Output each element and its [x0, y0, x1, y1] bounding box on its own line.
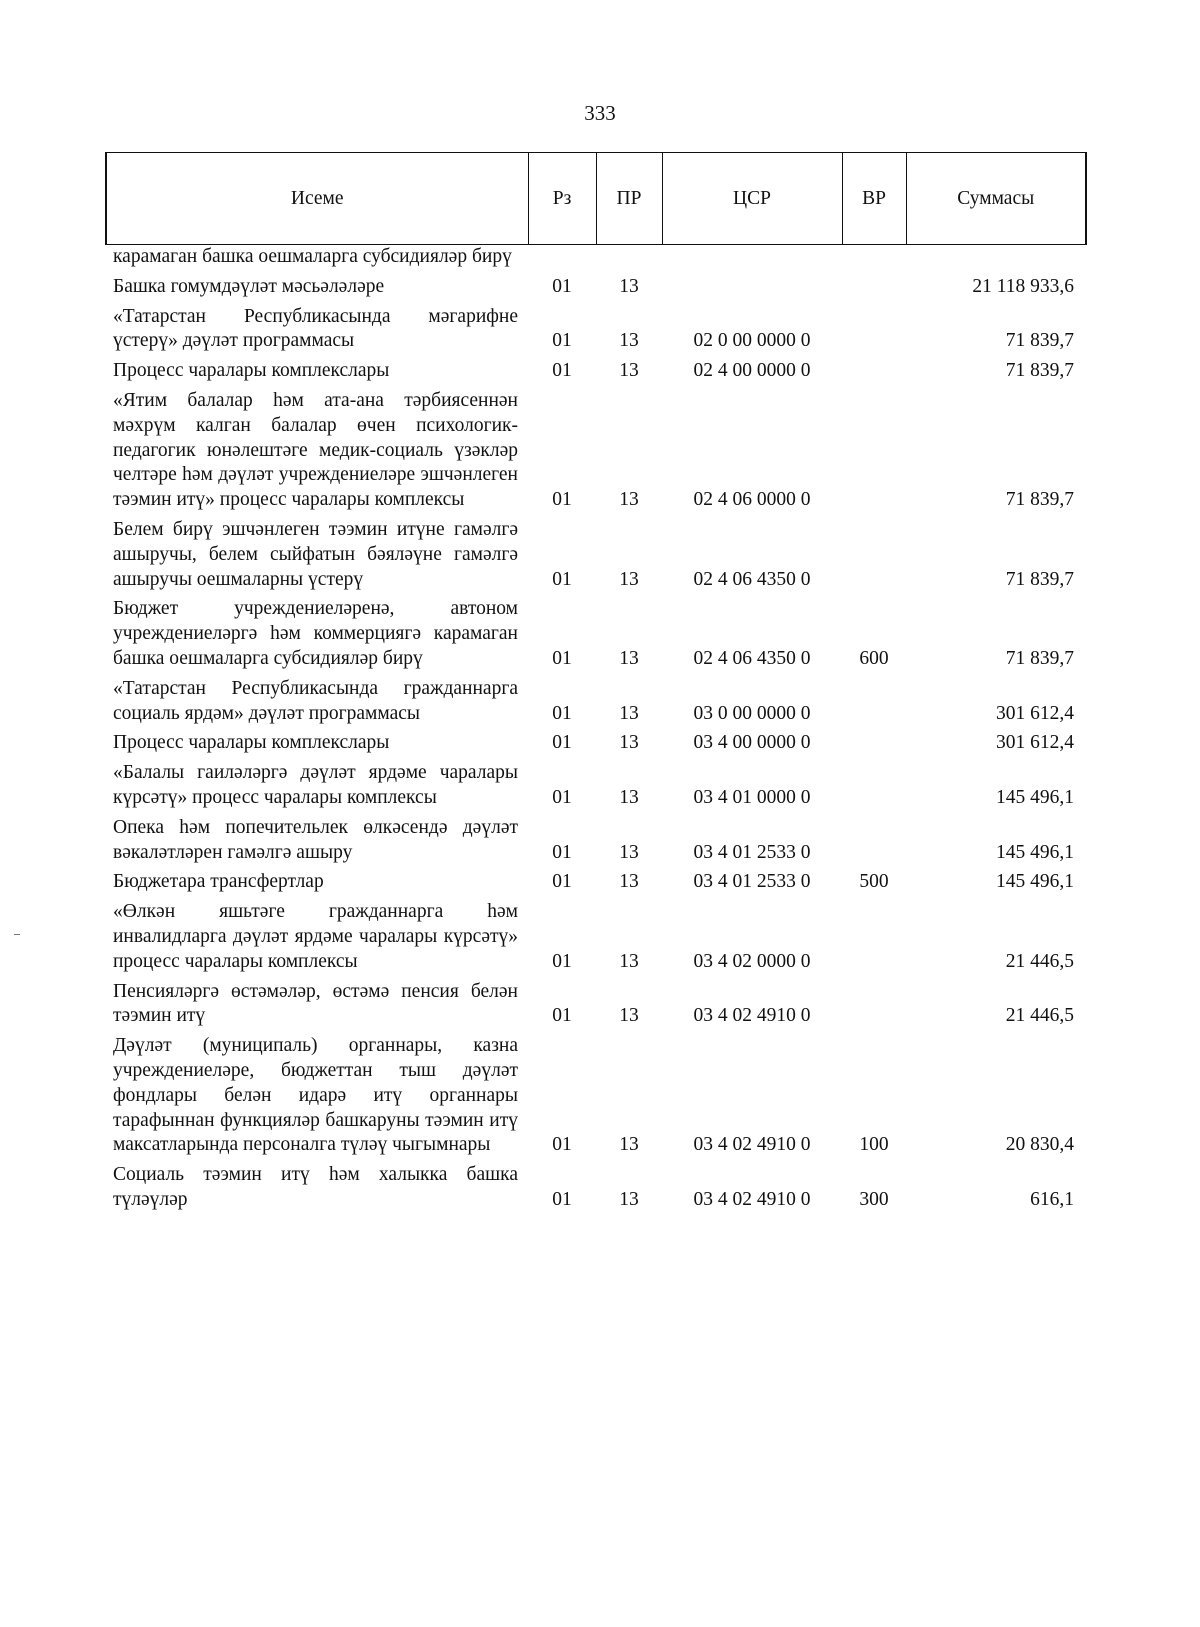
- cell-rz: 01: [552, 702, 572, 724]
- cell-pr: 13: [619, 732, 639, 754]
- cell-vr: [842, 356, 906, 386]
- table-row: [106, 245, 1086, 272]
- cell-pr: 13: [619, 360, 639, 382]
- cell-pr: 13: [619, 647, 639, 669]
- cell-csr: 03 4 01 2533 0: [693, 871, 811, 893]
- table-row: [106, 272, 1086, 302]
- cell-name: Башка гомумдәүләт мәсьәләләре: [113, 275, 385, 297]
- cell-rz: 01: [552, 360, 572, 382]
- table-header: [106, 153, 1086, 245]
- cell-name: Опека һәм попечительлек өлкәсендә дәүләт вәкаләтләрен гамәлгә ашыру: [113, 816, 518, 863]
- cell-name: карамаган башка оешмаларга субсидияләр бирү: [113, 246, 512, 267]
- cell-rz: 01: [552, 1188, 572, 1210]
- cell-sum: 71 839,7: [1005, 568, 1074, 590]
- header-csr: ЦСР: [662, 153, 842, 245]
- header-pr: ПР: [596, 153, 662, 245]
- cell-pr: 13: [619, 702, 639, 724]
- cell-name: Дәүләт (муниципаль) органнары, казна учреждениеләре, бюджеттан тыш дәүләт фондлары белән идарә итү органнары тарафыннан функцияләр башкаруны тәэмин итү максатларында персоналга түләү чыгымнары: [113, 1035, 518, 1156]
- cell-vr: 300: [859, 1188, 889, 1210]
- table-row: [106, 897, 1086, 976]
- table-row: [106, 813, 1086, 868]
- table-row: [106, 302, 1086, 357]
- cell-vr: [842, 897, 906, 976]
- cell-sum: 71 839,7: [1005, 360, 1074, 382]
- cell-pr: 13: [619, 1188, 639, 1210]
- cell-rz: 01: [552, 330, 572, 352]
- cell-sum: 145 496,1: [996, 786, 1074, 808]
- cell-csr: 03 4 02 0000 0: [693, 950, 811, 972]
- cell-sum: 145 496,1: [996, 841, 1074, 863]
- cell-sum: 21 446,5: [1005, 1005, 1074, 1027]
- page-number: 333: [584, 101, 616, 125]
- cell-sum: 21 446,5: [1005, 950, 1074, 972]
- cell-csr: [662, 245, 842, 272]
- header-sum: Суммасы: [906, 153, 1086, 245]
- cell-csr: 03 0 00 0000 0: [693, 702, 811, 724]
- cell-name: Процесс чаралары комплекслары: [113, 732, 390, 754]
- cell-rz: 01: [552, 1005, 572, 1027]
- margin-mark: [14, 934, 20, 935]
- cell-vr: [842, 302, 906, 357]
- header-name: Исеме: [106, 153, 528, 245]
- cell-name: Бюджет учреждениеләренә, автоном учреждениеләргә һәм коммерциягә карамаган башка оешмаларга субсидияләр бирү: [113, 598, 518, 669]
- cell-vr: 600: [859, 647, 889, 669]
- table-row: [106, 728, 1086, 758]
- cell-sum: 71 839,7: [1005, 489, 1074, 511]
- cell-pr: 13: [619, 568, 639, 590]
- cell-csr: 03 4 01 0000 0: [693, 786, 811, 808]
- cell-sum: 616,1: [1030, 1188, 1074, 1210]
- cell-rz: 01: [552, 786, 572, 808]
- cell-vr: [842, 977, 906, 1032]
- table-row: [106, 1031, 1086, 1160]
- cell-name: «Балалы гаиләләргә дәүләт ярдәме чаралары күрсәтү» процесс чаралары комплексы: [113, 762, 518, 808]
- table-row: [106, 594, 1086, 673]
- cell-rz: 01: [552, 871, 572, 893]
- cell-vr: [842, 728, 906, 758]
- cell-sum: 71 839,7: [1005, 330, 1074, 352]
- cell-sum: 71 839,7: [1005, 647, 1074, 669]
- cell-vr: [842, 674, 906, 729]
- cell-csr: 03 4 00 0000 0: [693, 732, 811, 754]
- cell-csr: 02 0 00 0000 0: [693, 330, 811, 352]
- cell-csr: 03 4 02 4910 0: [693, 1134, 811, 1156]
- cell-vr: [842, 813, 906, 868]
- table-row: [106, 356, 1086, 386]
- cell-csr: 02 4 06 4350 0: [693, 568, 811, 590]
- cell-vr: [842, 758, 906, 813]
- cell-csr: 02 4 06 4350 0: [693, 647, 811, 669]
- cell-vr: [842, 272, 906, 302]
- cell-name: Социаль тәэмин итү һәм халыкка башка түләүләр: [113, 1164, 518, 1210]
- cell-sum: 301 612,4: [996, 702, 1074, 724]
- cell-rz: 01: [552, 841, 572, 863]
- cell-name: Пенсияләргә өстәмәләр, өстәмә пенсия белән тәэмин итү: [113, 980, 518, 1027]
- table-row: [106, 386, 1086, 515]
- table-row: [106, 515, 1086, 594]
- cell-rz: 01: [552, 647, 572, 669]
- cell-vr: 500: [859, 871, 889, 893]
- table-row: [106, 674, 1086, 729]
- cell-sum: 21 118 933,6: [972, 275, 1074, 297]
- cell-pr: 13: [619, 786, 639, 808]
- cell-vr: [842, 245, 906, 272]
- cell-pr: 13: [619, 871, 639, 893]
- cell-csr: 02 4 00 0000 0: [693, 360, 811, 382]
- cell-pr: 13: [619, 1005, 639, 1027]
- cell-csr: 03 4 01 2533 0: [693, 841, 811, 863]
- cell-pr: [596, 245, 662, 272]
- cell-pr: 13: [619, 1134, 639, 1156]
- table-row: [106, 758, 1086, 813]
- cell-rz: 01: [552, 568, 572, 590]
- cell-name: Белем бирү эшчәнлеген тәэмин итүне гамәлгә ашыручы, белем сыйфатын бәяләүне гамәлгә ашыручы оешмаларны үстерү: [113, 518, 518, 590]
- cell-rz: 01: [552, 275, 572, 297]
- cell-pr: 13: [619, 489, 639, 511]
- cell-vr: [842, 515, 906, 594]
- cell-csr: 02 4 06 0000 0: [693, 489, 811, 511]
- cell-rz: 01: [552, 732, 572, 754]
- cell-vr: 100: [859, 1134, 889, 1156]
- cell-name: «Татарстан Республикасында мәгарифне үстерү» дәүләт программасы: [113, 305, 518, 352]
- cell-csr: 03 4 02 4910 0: [693, 1188, 811, 1210]
- cell-rz: 01: [552, 1134, 572, 1156]
- cell-sum: 145 496,1: [996, 871, 1074, 893]
- table-row: [106, 867, 1086, 897]
- header-rz: Рз: [528, 153, 596, 245]
- cell-rz: 01: [552, 950, 572, 972]
- cell-pr: 13: [619, 950, 639, 972]
- cell-name: «Өлкән яшьтәге гражданнарга һәм инвалидларга дәүләт ярдәме чаралары күрсәтү» процесс чаралары комплексы: [113, 901, 518, 972]
- cell-name: Процесс чаралары комплекслары: [113, 360, 390, 382]
- budget-table: [105, 152, 1087, 1215]
- table-row: [106, 1160, 1086, 1215]
- cell-sum: 20 830,4: [1005, 1134, 1074, 1156]
- cell-name: «Ятим балалар һәм ата-ана тәрбиясеннән мәхрүм калган балалар өчен психологик-педагогик юнәлештәге медик-социаль үзәкләр челтәре һәм дәүләт учреждениеләре эшчәнлеген тәэмин итү» процесс чаралары комплексы: [113, 389, 518, 511]
- table-row: [106, 977, 1086, 1032]
- cell-csr: 03 4 02 4910 0: [693, 1005, 811, 1027]
- cell-name: «Татарстан Республикасында гражданнарга социаль ярдәм» дәүләт программасы: [113, 677, 518, 724]
- cell-vr: [842, 386, 906, 515]
- cell-pr: 13: [619, 841, 639, 863]
- cell-csr: [662, 272, 842, 302]
- cell-pr: 13: [619, 330, 639, 352]
- header-row: [106, 153, 1086, 245]
- table-body: [106, 245, 1086, 1215]
- cell-sum: 301 612,4: [996, 732, 1074, 754]
- cell-name: Бюджетара трансфертлар: [113, 871, 324, 893]
- header-vr: ВР: [842, 153, 906, 245]
- cell-rz: 01: [552, 489, 572, 511]
- cell-sum: [906, 245, 1086, 272]
- cell-pr: 13: [619, 275, 639, 297]
- cell-rz: [528, 245, 596, 272]
